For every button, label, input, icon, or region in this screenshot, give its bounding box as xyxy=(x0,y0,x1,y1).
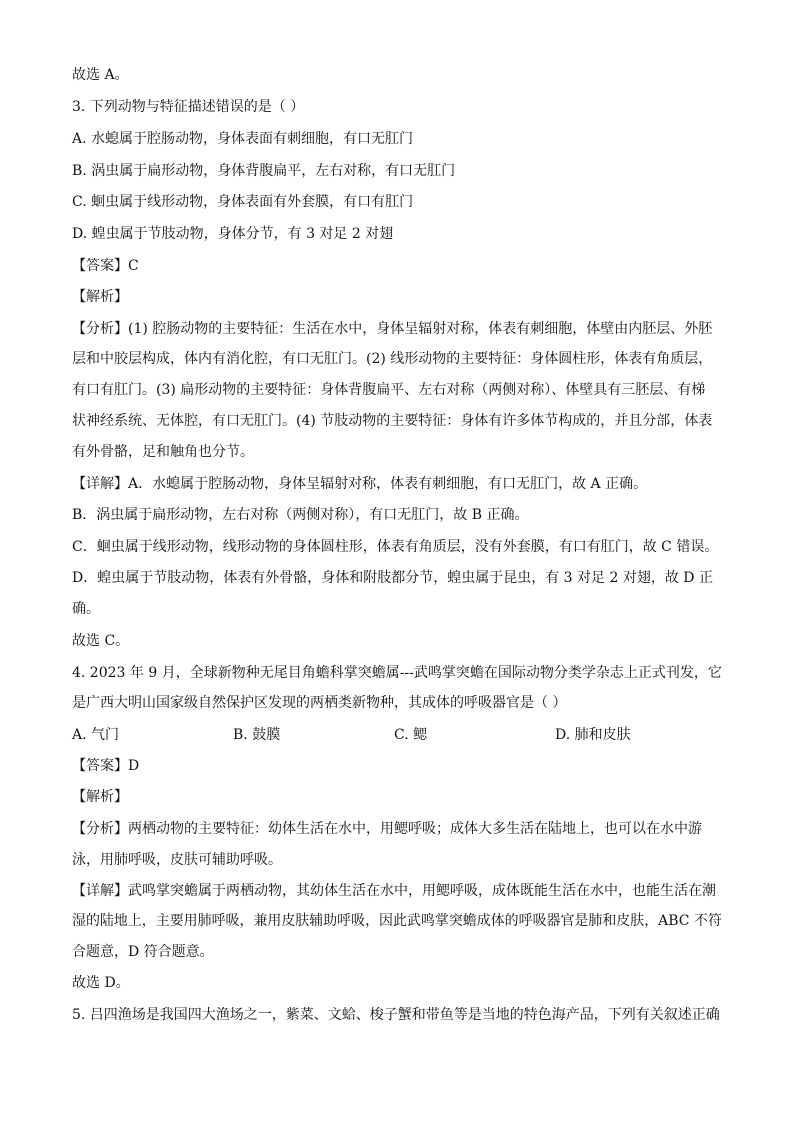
question-3-analysis-line: 状神经系统、无体腔，有口无肛门。(4) 节肢动物的主要特征：身体有许多体节构成的，并且分部，体表 xyxy=(72,413,713,429)
question-4-detail-line: 合题意，D 符合题意。 xyxy=(72,944,214,960)
question-4-analysis-line: 泳，用肺呼吸，皮肤可辅助呼吸。 xyxy=(72,852,282,868)
question-4-option-b: B. 鼓膜 xyxy=(233,727,281,743)
question-4-detail-line: 湿的陆地上，主要用肺呼吸，兼用皮肤辅助呼吸，因此武鸣掌突蟾成体的呼吸器官是肺和皮肤，ABC 不符 xyxy=(72,913,722,929)
question-3-jiexi-heading: 【解析】 xyxy=(72,289,128,305)
question-5-stem: 5. 吕四渔场是我国四大渔场之一，紫菜、文蛤、梭子蟹和带鱼等是当地的特色海产品，下列有关叙述正确 xyxy=(72,1007,720,1023)
question-3-stem: 3. 下列动物与特征描述错误的是（ ） xyxy=(72,99,305,115)
question-3-detail-line: D．蝗虫属于节肢动物，体表有外骨骼，身体和附肢都分节，蝗虫属于昆虫，有 3 对足 2 对翅，故 D 正 xyxy=(72,570,713,586)
question-3-option-a: A. 水螅属于腔肠动物，身体表面有刺细胞，有口无肛门 xyxy=(72,131,414,147)
question-3-option-c: C. 蛔虫属于线形动物，身体表面有外套膜，有口有肛门 xyxy=(72,194,414,210)
question-3-detail-line: C．蛔虫属于线形动物，线形动物的身体圆柱形，体表有角质层，没有外套膜，有口有肛门，故 C 错误。 xyxy=(72,539,719,555)
question-4-jiexi-heading: 【解析】 xyxy=(72,789,128,805)
question-3-detail-line: B．涡虫属于扁形动物，左右对称（两侧对称），有口无肛门，故 B 正确。 xyxy=(72,507,529,523)
question-4-conclusion: 故选 D。 xyxy=(72,975,130,991)
question-3-conclusion: 故选 C。 xyxy=(72,633,130,649)
question-4-option-d: D. 肺和皮肤 xyxy=(555,727,631,743)
prev-conclusion: 故选 A。 xyxy=(72,67,129,83)
question-4-analysis-line: 【分析】两栖动物的主要特征：幼体生活在水中，用鳃呼吸；成体大多生活在陆地上，也可以在水中游 xyxy=(72,821,702,837)
question-3-detail-line: 确。 xyxy=(72,601,100,617)
question-4-detail-line: 【详解】武鸣掌突蟾属于两栖动物，其幼体生活在水中，用鳃呼吸，成体既能生活在水中，也能生活在潮 xyxy=(72,883,716,899)
question-3-option-b: B. 涡虫属于扁形动物，身体背腹扁平，左右对称，有口无肛门 xyxy=(72,163,456,179)
question-4-option-c: C. 鳃 xyxy=(394,727,428,743)
question-3-answer: 【答案】C xyxy=(72,258,139,274)
question-4-option-a: A. 气门 xyxy=(72,727,120,743)
question-3-detail-line: 【详解】A．水螅属于腔肠动物，身体呈辐射对称，体表有刺细胞，有口无肛门，故 A 正确。 xyxy=(72,476,648,492)
question-3-analysis-line: 有外骨骼，足和触角也分节。 xyxy=(72,444,254,460)
question-3-option-d: D. 蝗虫属于节肢动物，身体分节，有 3 对足 2 对翅 xyxy=(72,226,394,242)
question-3-analysis-line: 有口有肛门。(3) 扁形动物的主要特征：身体背腹扁平、左右对称（两侧对称）、体壁具有三胚层、有梯 xyxy=(72,382,706,398)
question-4-options xyxy=(72,726,716,744)
question-3-analysis-line: 层和中胶层构成，体内有消化腔，有口无肛门。(2) 线形动物的主要特征：身体圆柱形，体表有角质层， xyxy=(72,351,713,367)
question-4-stem-line: 是广西大明山国家级自然保护区发现的两栖类新物种，其成体的呼吸器官是（ ） xyxy=(72,695,567,711)
question-3-analysis-line: 【分析】(1) 腔肠动物的主要特征：生活在水中，身体呈辐射对称，体表有刺细胞，体壁由内胚层、外胚 xyxy=(72,321,713,337)
question-4-stem-line: 4. 2023 年 9 月，全球新物种无尾目角蟾科掌突蟾属---武鸣掌突蟾在国际动物分类学杂志上正式刊发，它 xyxy=(72,665,722,681)
question-4-answer: 【答案】D xyxy=(72,758,140,774)
